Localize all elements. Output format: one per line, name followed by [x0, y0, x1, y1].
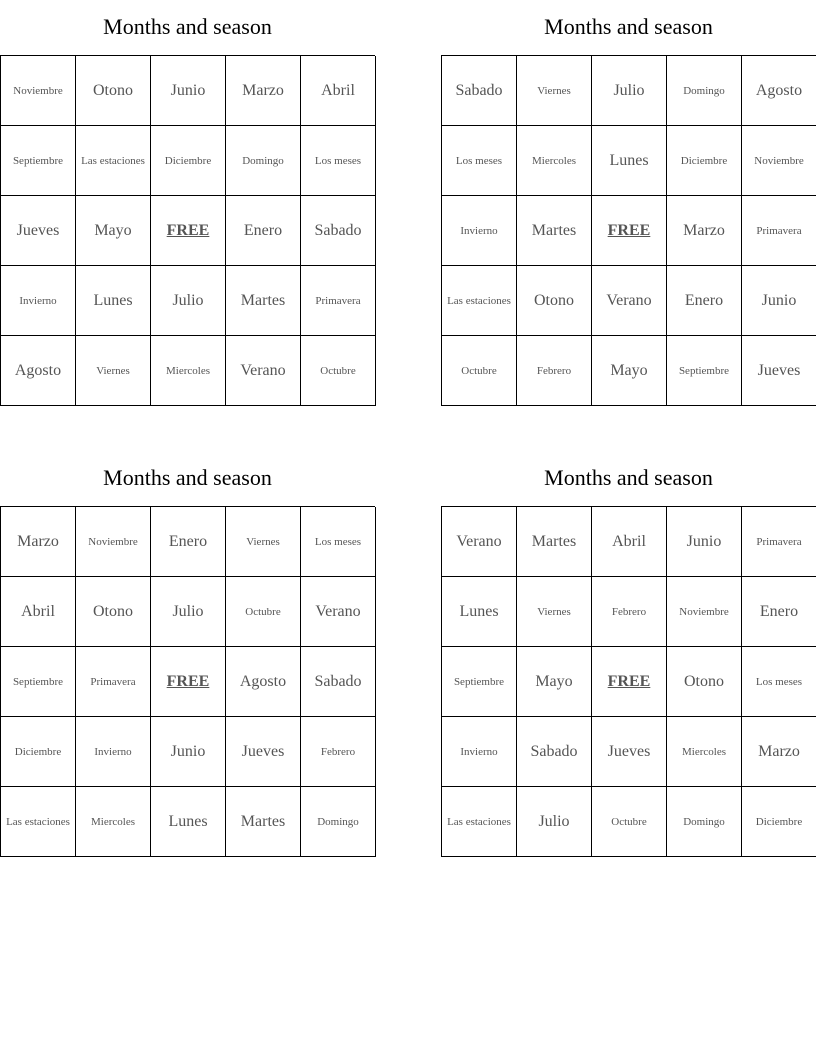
bingo-cell: Domingo	[226, 126, 301, 196]
free-space-cell: FREE	[151, 647, 226, 717]
bingo-cell: Abril	[301, 56, 376, 126]
bingo-cell: Julio	[592, 56, 667, 126]
bingo-cell: Invierno	[1, 266, 76, 336]
bingo-cell: Martes	[226, 787, 301, 857]
bingo-grid	[441, 506, 816, 857]
bingo-cell: Mayo	[592, 336, 667, 406]
bingo-cell: Jueves	[742, 336, 816, 406]
bingo-cell: Sabado	[517, 717, 592, 787]
bingo-cell: Noviembre	[742, 126, 816, 196]
bingo-cell: Septiembre	[1, 126, 76, 196]
bingo-cell: Miercoles	[517, 126, 592, 196]
bingo-cell: Primavera	[742, 507, 816, 577]
bingo-cell: Julio	[151, 266, 226, 336]
bingo-cell: Febrero	[301, 717, 376, 787]
bingo-cell: Diciembre	[1, 717, 76, 787]
bingo-cell: Julio	[151, 577, 226, 647]
bingo-cell: Agosto	[1, 336, 76, 406]
bingo-cell: Agosto	[226, 647, 301, 717]
bingo-cell: Julio	[517, 787, 592, 857]
bingo-cell: Otono	[76, 577, 151, 647]
bingo-cell: Jueves	[226, 717, 301, 787]
card-title: Months and season	[103, 465, 272, 490]
bingo-cell: Martes	[517, 196, 592, 266]
bingo-cell: Verano	[301, 577, 376, 647]
bingo-cell: Enero	[742, 577, 816, 647]
bingo-card-4	[441, 451, 816, 857]
bingo-cell: Marzo	[226, 56, 301, 126]
bingo-cell: Octubre	[592, 787, 667, 857]
bingo-cell: Marzo	[667, 196, 742, 266]
free-space-cell: FREE	[151, 196, 226, 266]
bingo-cell: Febrero	[517, 336, 592, 406]
bingo-cell: Sabado	[301, 647, 376, 717]
bingo-cell: Diciembre	[151, 126, 226, 196]
bingo-cell: Primavera	[742, 196, 816, 266]
bingo-cell: Miercoles	[76, 787, 151, 857]
bingo-cell: Domingo	[667, 56, 742, 126]
bingo-card-2	[441, 0, 816, 406]
bingo-cell: Viernes	[517, 577, 592, 647]
bingo-cell: Abril	[592, 507, 667, 577]
bingo-cell: Enero	[151, 507, 226, 577]
bingo-cell: Junio	[742, 266, 816, 336]
bingo-cell: Marzo	[742, 717, 816, 787]
bingo-cell: Noviembre	[1, 56, 76, 126]
bingo-cell: Enero	[667, 266, 742, 336]
bingo-grid	[441, 55, 816, 406]
bingo-cell: Abril	[1, 577, 76, 647]
bingo-cell: Verano	[226, 336, 301, 406]
bingo-cell: Diciembre	[667, 126, 742, 196]
bingo-cell: Otono	[517, 266, 592, 336]
bingo-cell: Invierno	[442, 717, 517, 787]
bingo-cell: Miercoles	[667, 717, 742, 787]
bingo-cell: Octubre	[226, 577, 301, 647]
bingo-cell: Noviembre	[76, 507, 151, 577]
bingo-cell: Viernes	[226, 507, 301, 577]
bingo-cell: Domingo	[667, 787, 742, 857]
bingo-cell: Mayo	[76, 196, 151, 266]
bingo-cell: Jueves	[1, 196, 76, 266]
bingo-cell: Sabado	[442, 56, 517, 126]
bingo-cell: Sabado	[301, 196, 376, 266]
bingo-cell: Septiembre	[442, 647, 517, 717]
bingo-cell: Los meses	[442, 126, 517, 196]
bingo-cell: Junio	[151, 56, 226, 126]
bingo-cell: Lunes	[151, 787, 226, 857]
bingo-cell: Invierno	[442, 196, 517, 266]
bingo-cell: Febrero	[592, 577, 667, 647]
bingo-cell: Las estaciones	[442, 266, 517, 336]
bingo-cell: Otono	[667, 647, 742, 717]
bingo-cell: Octubre	[301, 336, 376, 406]
bingo-cell: Jueves	[592, 717, 667, 787]
bingo-cell: Verano	[442, 507, 517, 577]
bingo-cell: Invierno	[76, 717, 151, 787]
bingo-cell: Los meses	[742, 647, 816, 717]
bingo-cell: Marzo	[1, 507, 76, 577]
bingo-grid	[0, 506, 375, 857]
bingo-cell: Otono	[76, 56, 151, 126]
free-space-cell: FREE	[592, 647, 667, 717]
bingo-card-3	[0, 451, 375, 857]
bingo-cell: Las estaciones	[76, 126, 151, 196]
bingo-cell: Noviembre	[667, 577, 742, 647]
bingo-cell: Lunes	[592, 126, 667, 196]
bingo-card-1	[0, 0, 375, 406]
bingo-cell: Los meses	[301, 507, 376, 577]
card-title: Months and season	[544, 14, 713, 39]
bingo-cell: Diciembre	[742, 787, 816, 857]
bingo-cell: Enero	[226, 196, 301, 266]
bingo-cell: Miercoles	[151, 336, 226, 406]
bingo-cell: Septiembre	[667, 336, 742, 406]
bingo-cell: Verano	[592, 266, 667, 336]
bingo-cell: Junio	[151, 717, 226, 787]
bingo-cell: Primavera	[301, 266, 376, 336]
bingo-cell: Viernes	[76, 336, 151, 406]
bingo-cell: Lunes	[76, 266, 151, 336]
bingo-cell: Mayo	[517, 647, 592, 717]
free-space-cell: FREE	[592, 196, 667, 266]
bingo-cell: Viernes	[517, 56, 592, 126]
bingo-cell: Martes	[517, 507, 592, 577]
bingo-cell: Lunes	[442, 577, 517, 647]
bingo-cell: Agosto	[742, 56, 816, 126]
bingo-cell: Domingo	[301, 787, 376, 857]
bingo-cell: Octubre	[442, 336, 517, 406]
bingo-cell: Junio	[667, 507, 742, 577]
bingo-cell: Martes	[226, 266, 301, 336]
card-title: Months and season	[544, 465, 713, 490]
bingo-cell: Primavera	[76, 647, 151, 717]
bingo-cell: Septiembre	[1, 647, 76, 717]
bingo-cell: Los meses	[301, 126, 376, 196]
bingo-grid	[0, 55, 375, 406]
bingo-cell: Las estaciones	[442, 787, 517, 857]
bingo-cell: Las estaciones	[1, 787, 76, 857]
card-title: Months and season	[103, 14, 272, 39]
